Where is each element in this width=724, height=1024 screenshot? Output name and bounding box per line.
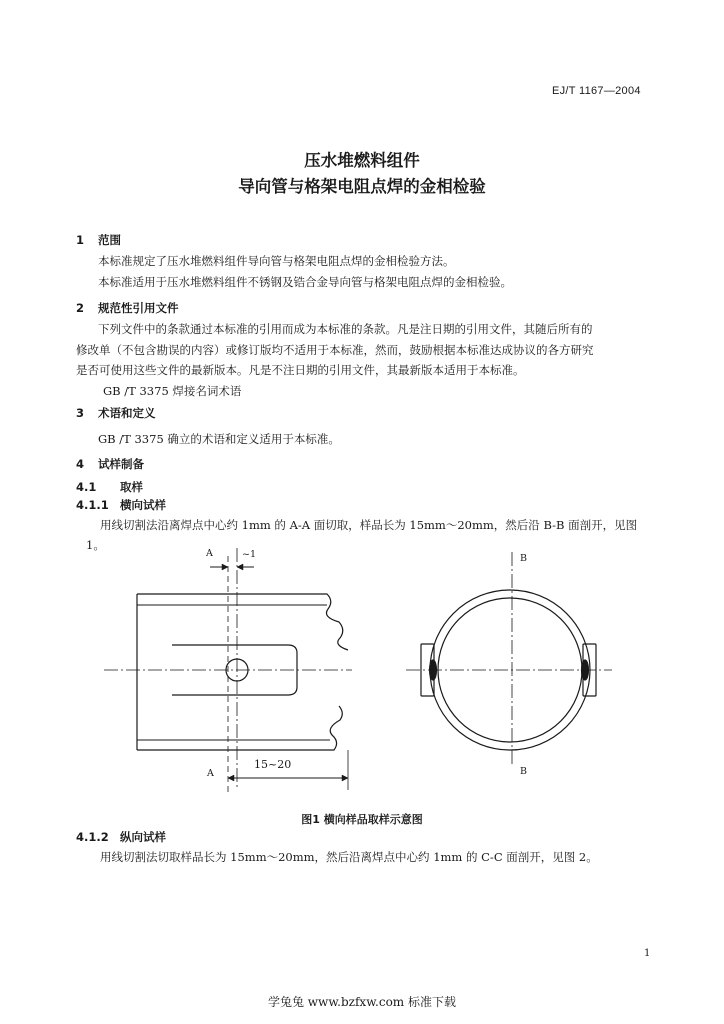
section-number: 1 xyxy=(76,233,85,247)
figure-1-caption: 图1 横向样品取样示意图 xyxy=(301,813,423,826)
arrowhead xyxy=(228,775,234,781)
paragraph-line: 1。 xyxy=(86,538,105,552)
label-b-top: B xyxy=(520,553,527,564)
paragraph-line: 是否可使用这些文件的最新版本。凡是不注日期的引用文件，其最新版本适用于本标准。 xyxy=(76,363,525,377)
section-number: 2 xyxy=(76,301,85,315)
label-a-top: A xyxy=(206,548,213,559)
label-length: 15~20 xyxy=(254,758,292,771)
document-title-line1: 压水堆燃料组件 xyxy=(304,151,420,170)
grid-strip xyxy=(172,645,297,695)
section-number: 4.1.1 xyxy=(76,498,109,512)
section-number: 4 xyxy=(76,457,85,471)
section-title: 纵向试样 xyxy=(120,830,166,844)
paragraph-line: 用线切割法沿离焊点中心约 1mm 的 A-A 面切取，样品长为 15mm～20mm，然后沿 B-B 面剖开，见图 xyxy=(100,518,638,532)
arrowhead xyxy=(222,564,228,570)
section-title: 术语和定义 xyxy=(98,406,156,420)
tube-top-edge xyxy=(137,594,348,650)
paragraph-line: 下列文件中的条款通过本标准的引用而成为本标准的条款。凡是注日期的引用文件，其随后所有的 xyxy=(98,322,593,336)
section-number: 4.1 xyxy=(76,480,97,494)
label-offset: ~1 xyxy=(242,549,257,560)
section-title: 范围 xyxy=(98,233,121,247)
section-title: 横向试样 xyxy=(120,498,166,512)
normative-reference: GB /T 3375 焊接名词术语 xyxy=(103,384,242,398)
arrowhead xyxy=(237,564,243,570)
section-number: 4.1.2 xyxy=(76,830,109,844)
standard-number: EJ/T 1167—2004 xyxy=(552,85,641,97)
paragraph: GB /T 3375 确立的术语和定义适用于本标准。 xyxy=(98,432,340,446)
label-b-bottom: B xyxy=(520,766,527,777)
arrowhead xyxy=(342,775,348,781)
paragraph: 本标准适用于压水堆燃料组件不锈钢及锆合金导向管与格架电阻点焊的金相检验。 xyxy=(98,275,512,289)
paragraph-line: 用线切割法切取样品长为 15mm～20mm，然后沿离焊点中心约 1mm 的 C-C 面剖开，见图 2。 xyxy=(100,850,598,864)
document-title-line2: 导向管与格架电阻点焊的金相检验 xyxy=(238,177,486,196)
footer-watermark: 学兔兔 www.bzfxw.com 标准下载 xyxy=(267,995,457,1009)
section-number: 3 xyxy=(76,406,85,420)
paragraph-line: 修改单（不包含勘误的内容）或修订版均不适用于本标准，然而，鼓励根据本标准达成协议的各方研究 xyxy=(76,343,594,357)
section-title: 取样 xyxy=(120,480,143,494)
page-number: 1 xyxy=(644,948,651,959)
section-title: 规范性引用文件 xyxy=(98,301,179,315)
paragraph: 本标准规定了压水堆燃料组件导向管与格架电阻点焊的金相检验方法。 xyxy=(98,254,455,268)
section-4-1-2-heading xyxy=(76,829,166,845)
tube-bottom-edge xyxy=(137,706,342,750)
section-title: 试样制备 xyxy=(98,457,144,471)
label-a-bottom: A xyxy=(207,768,214,779)
